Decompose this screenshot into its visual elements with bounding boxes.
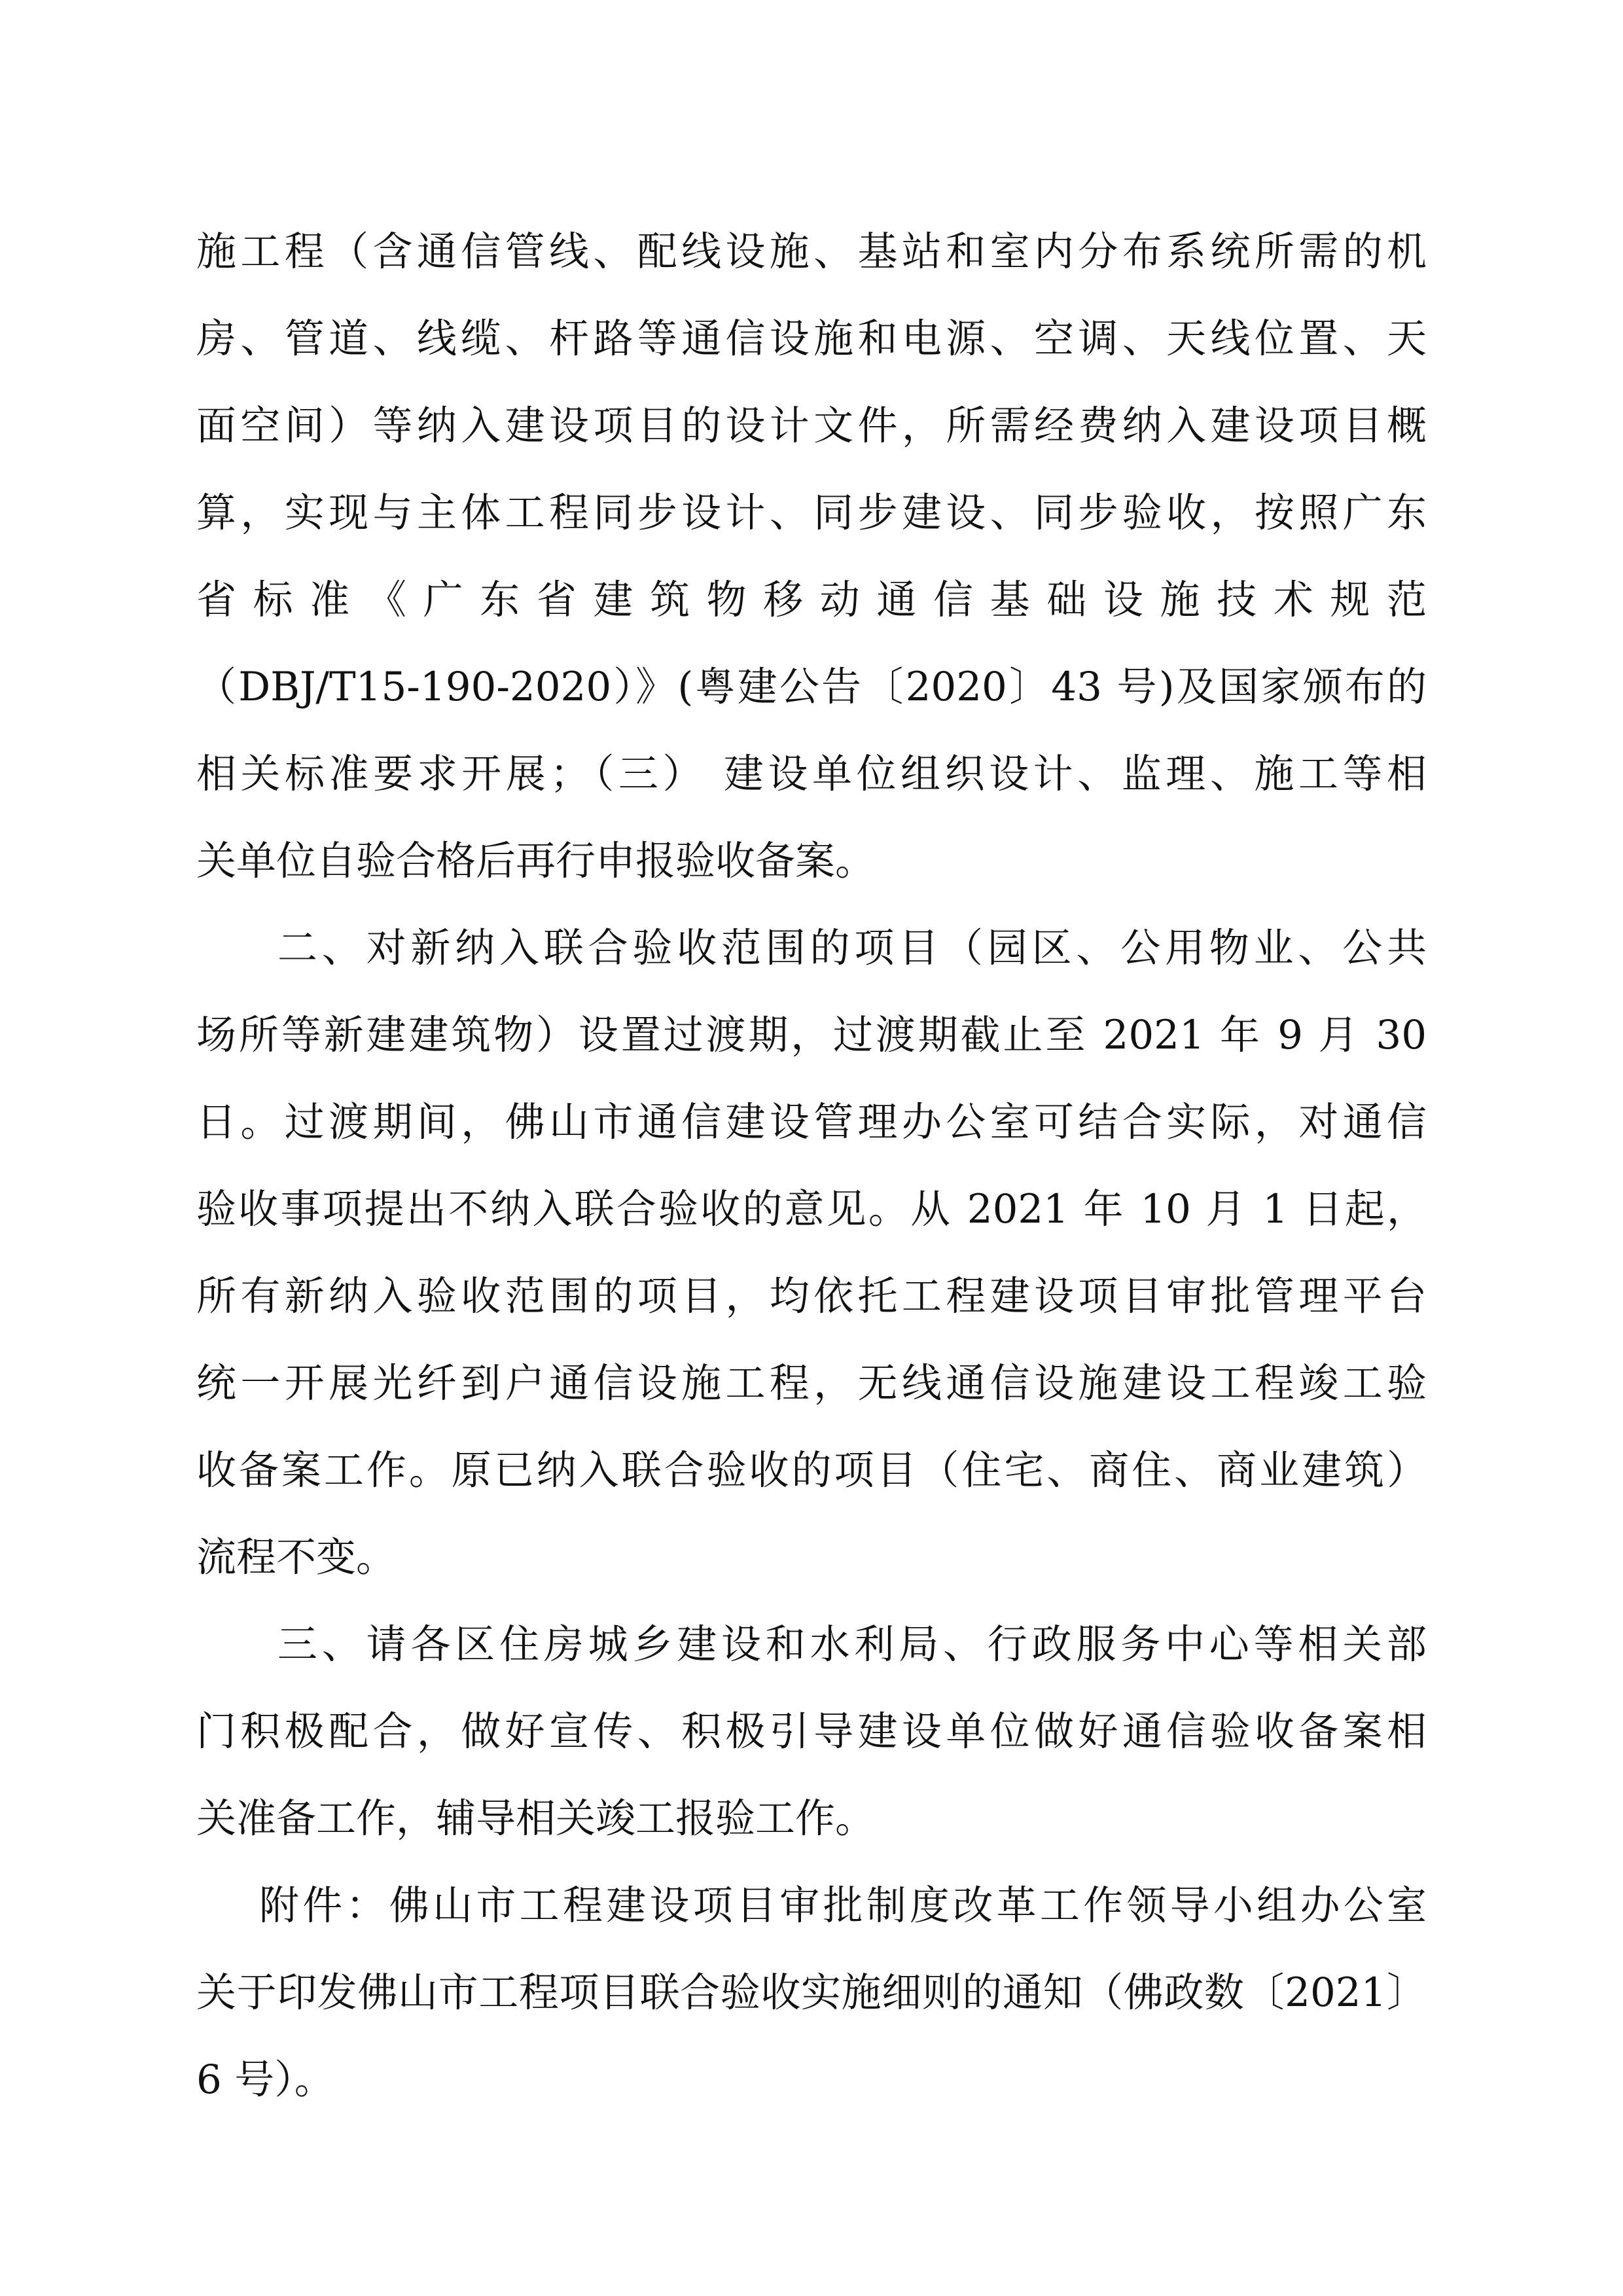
text-line: 收备案工作。原已纳入联合验收的项目（住宅、商住、商业建筑） xyxy=(196,1447,1427,1494)
text-line: 关准备工作，辅导相关竣工报验工作。 xyxy=(196,1795,876,1842)
attachment-line: 关于印发佛山市工程项目联合验收实施细则的通知（佛政数〔2021〕 xyxy=(196,1969,1427,2016)
text-line: 关单位自验合格后再行申报验收备案。 xyxy=(196,838,876,884)
attachment-line: 附件：佛山市工程建设项目审批制度改革工作领导小组办公室 xyxy=(259,1882,1427,1929)
paragraph-two-start: 二、对新纳入联合验收范围的项目（园区、公用物业、公共 xyxy=(277,925,1427,971)
text-line: （DBJ/T15-190-2020）》(粤建公告〔2020〕43 号)及国家颁布的 xyxy=(196,664,1427,710)
text-line: 所有新纳入验收范围的项目，均依托工程建设项目审批管理平台 xyxy=(196,1273,1427,1319)
attachment-line: 6 号）。 xyxy=(196,2056,334,2103)
text-line: 门积极配合，做好宣传、积极引导建设单位做好通信验收备案相 xyxy=(196,1708,1427,1755)
text-line: 面空间）等纳入建设项目的设计文件，所需经费纳入建设项目概 xyxy=(196,403,1427,449)
text-line: 算，实现与主体工程同步设计、同步建设、同步验收，按照广东 xyxy=(196,490,1427,536)
document-body xyxy=(196,208,1427,2123)
text-line: 省标准《广东省建筑物移动通信基础设施技术规范 xyxy=(196,577,1427,623)
text-line: 房、管道、线缆、杆路等通信设施和电源、空调、天线位置、天 xyxy=(196,315,1427,362)
paragraph-three-start: 三、请各区住房城乡建设和水利局、行政服务中心等相关部 xyxy=(277,1621,1427,1668)
text-line: 场所等新建建筑物）设置过渡期，过渡期截止至 2021 年 9 月 30 xyxy=(196,1012,1427,1058)
text-line: 验收事项提出不纳入联合验收的意见。从 2021 年 10 月 1 日起， xyxy=(196,1186,1427,1232)
text-line: 日。过渡期间，佛山市通信建设管理办公室可结合实际，对通信 xyxy=(196,1099,1427,1145)
text-line: 施工程（含通信管线、配线设施、基站和室内分布系统所需的机 xyxy=(196,228,1427,275)
text-line: 相关标准要求开展；（三） 建设单位组织设计、监理、施工等相 xyxy=(196,751,1427,797)
text-line: 统一开展光纤到户通信设施工程，无线通信设施建设工程竣工验 xyxy=(196,1360,1427,1407)
text-line: 流程不变。 xyxy=(196,1534,397,1581)
